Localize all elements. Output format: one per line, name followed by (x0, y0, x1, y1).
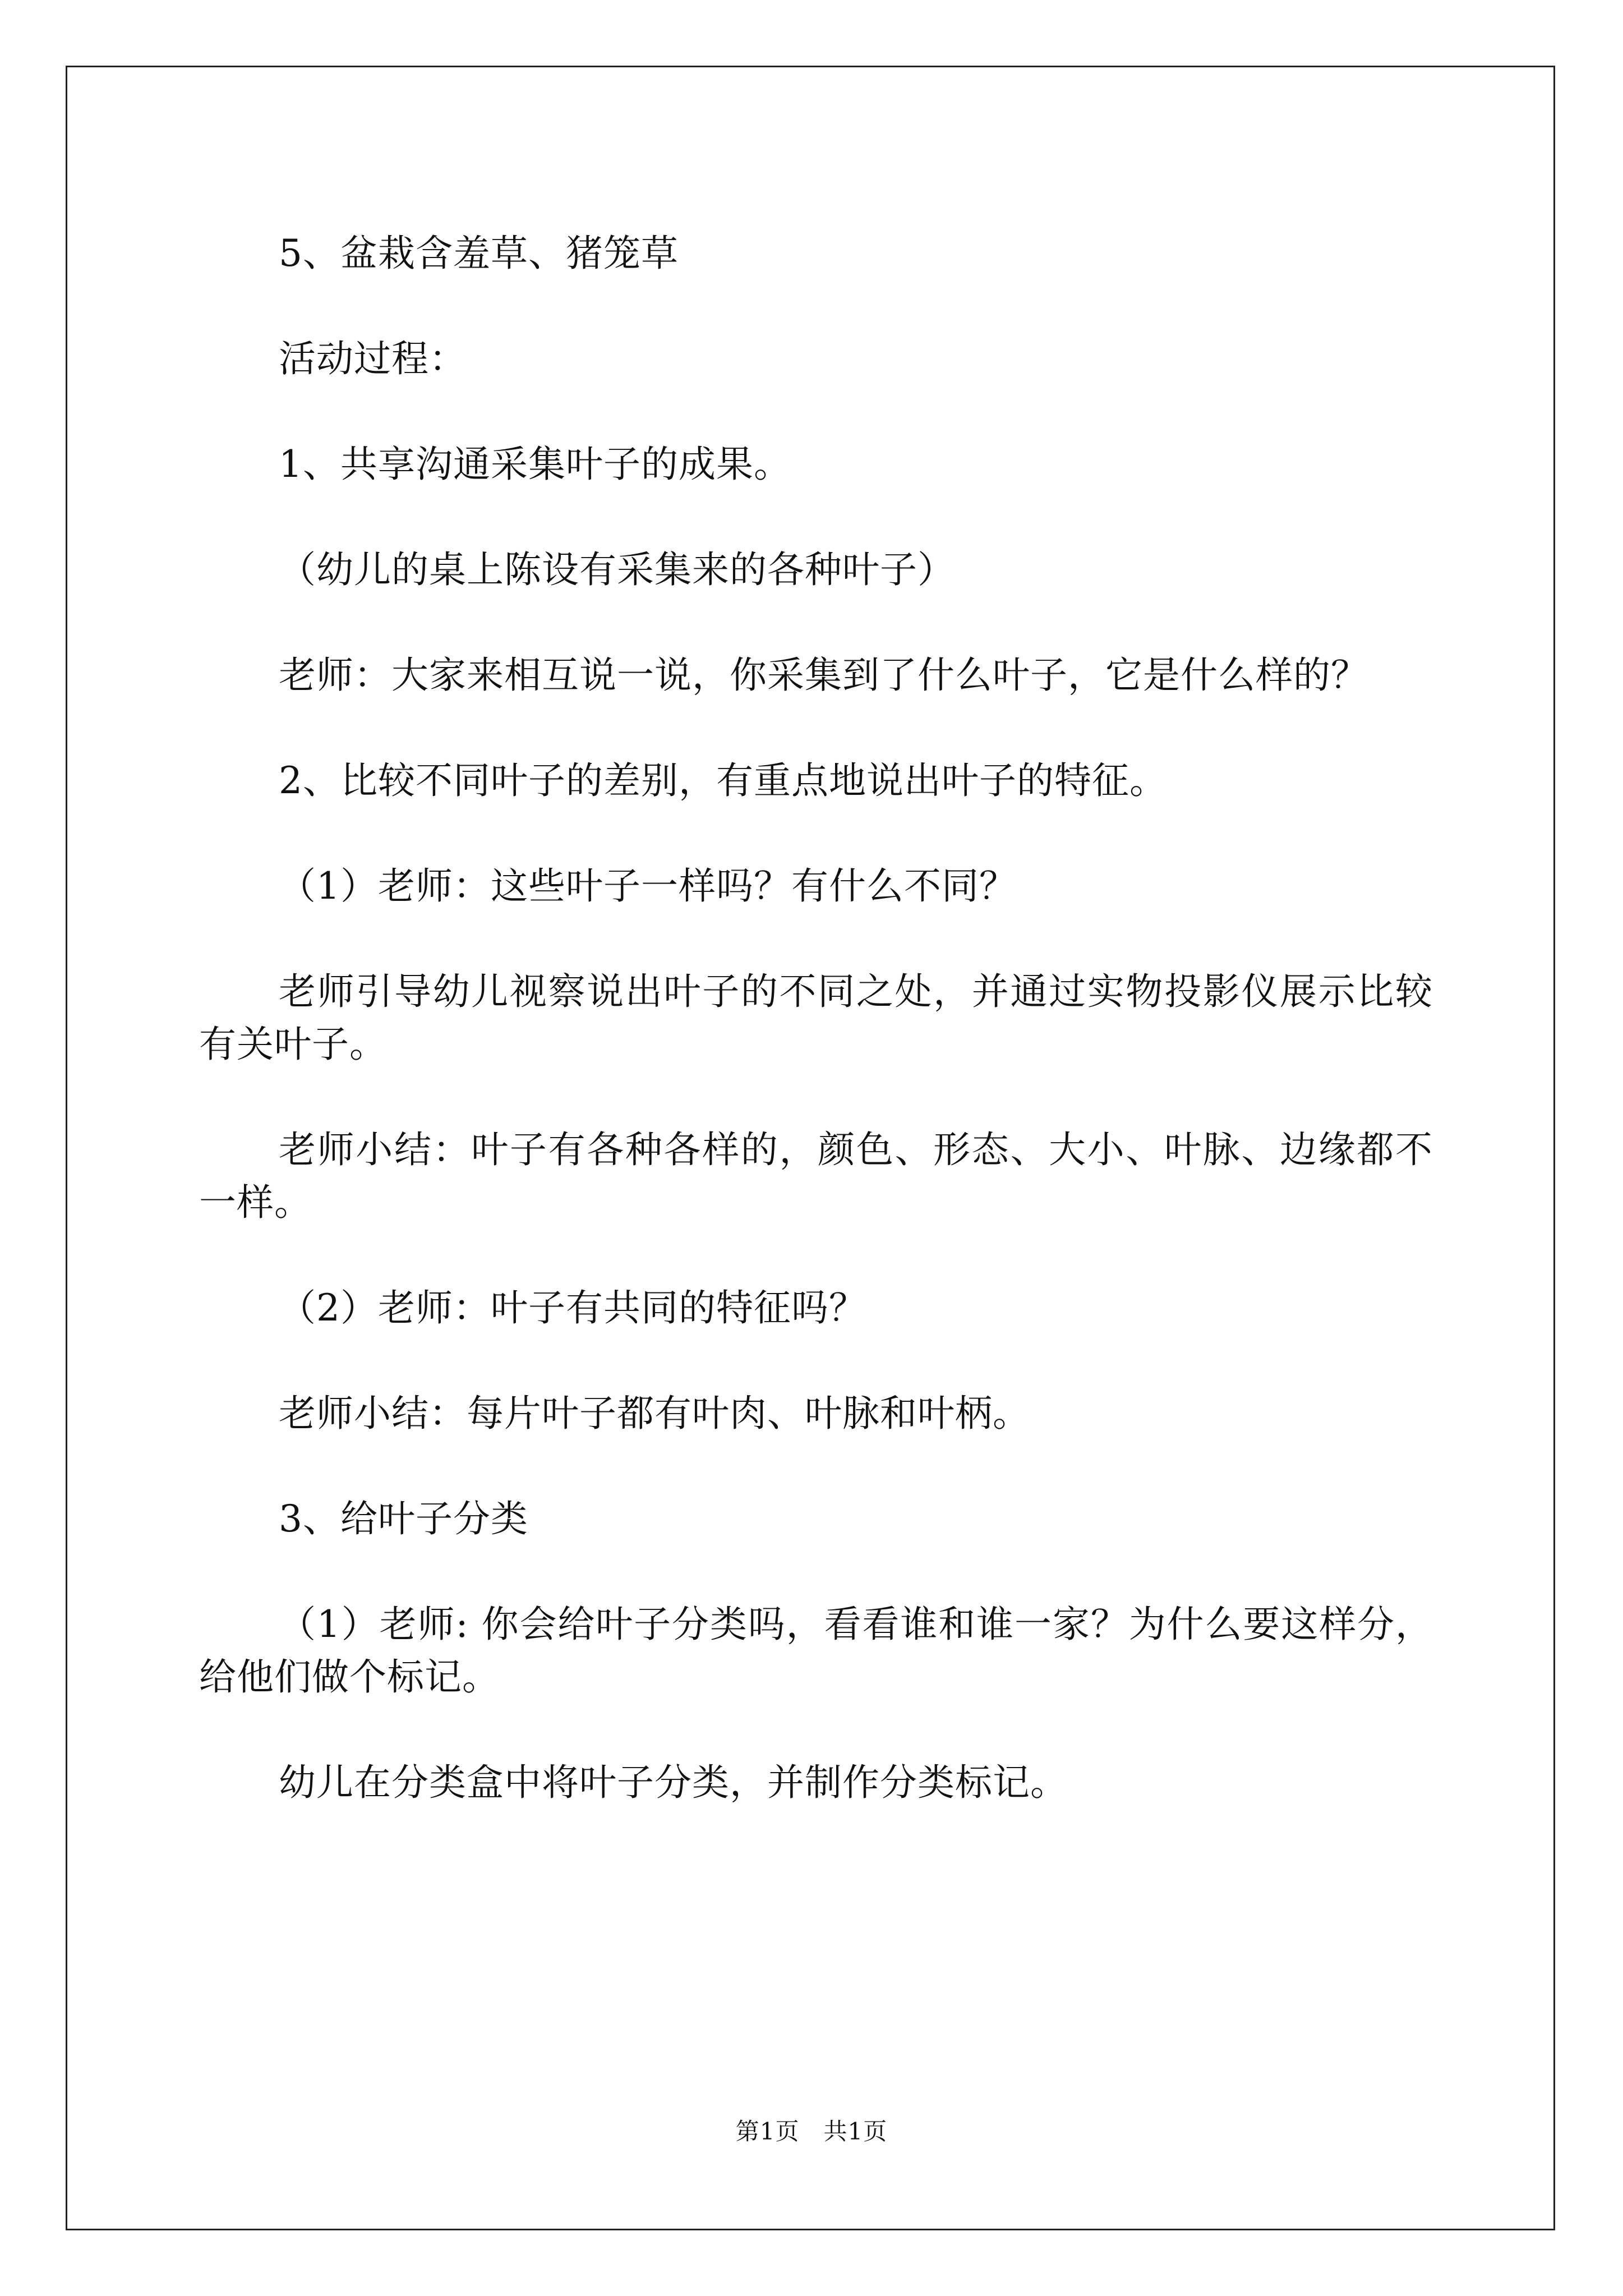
paragraph-teacher-guidance: 老师引导幼儿视察说出叶子的不同之处，并通过实物投影仪展示比较有关叶子。 (199, 970, 1433, 1066)
paragraph-step-3: 3、给叶子分类 (279, 1497, 528, 1540)
paragraph-teacher-summary-1: 老师小结：叶子有各种各样的，颜色、形态、大小、叶脉、边缘都不一样。 (199, 1128, 1433, 1224)
paragraph-activity-heading: 活动过程： (279, 337, 467, 380)
page-number-footer: 第1页 共1页 (735, 2118, 888, 2145)
paragraph-step-1: 1、共享沟通采集叶子的成果。 (279, 443, 791, 486)
paragraph-step-2: 2、比较不同叶子的差别，有重点地说出叶子的特征。 (279, 759, 1167, 802)
document-body (199, 227, 1433, 1862)
paragraph-step-1-note: （幼儿的桌上陈设有采集来的各种叶子） (279, 548, 955, 591)
paragraph-step-2-q2: （2）老师：叶子有共同的特征吗？ (279, 1286, 866, 1329)
paragraph-materials-5: 5、盆栽含羞草、猪笼草 (279, 232, 679, 275)
paragraph-step-3-q1: （1）老师: 你会给叶子分类吗，看看谁和谁一家？为什么要这样分，给他们做个标记。 (199, 1603, 1433, 1699)
paragraph-step-2-q1: （1）老师：这些叶子一样吗？有什么不同？ (279, 864, 1017, 908)
paragraph-child-activity: 幼儿在分类盒中将叶子分类，并制作分类标记。 (279, 1761, 1068, 1804)
paragraph-teacher-question-1: 老师：大家来相互说一说，你采集到了什么叶子，它是什么样的？ (279, 654, 1368, 697)
paragraph-teacher-summary-2: 老师小结：每片叶子都有叶肉、叶脉和叶柄。 (279, 1392, 1030, 1435)
